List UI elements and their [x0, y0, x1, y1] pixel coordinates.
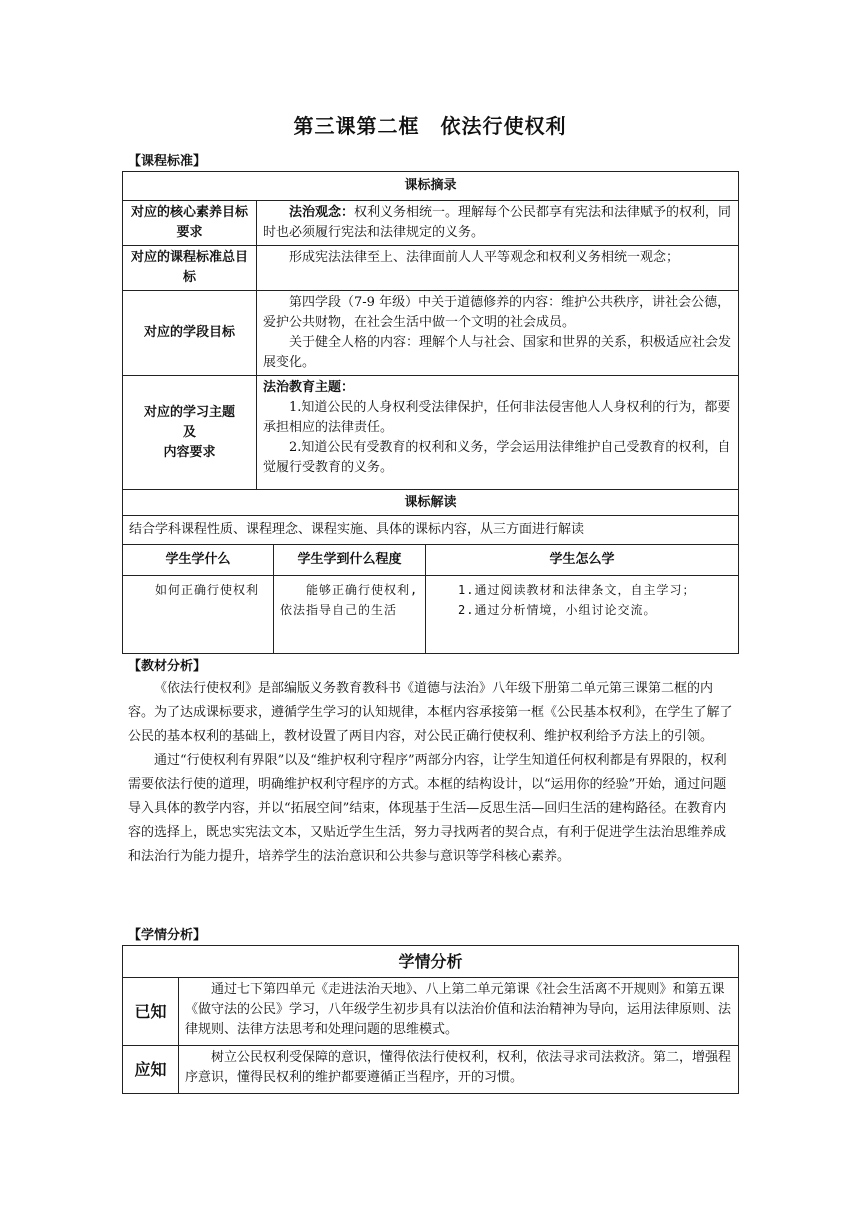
known-content — [179, 978, 739, 1046]
section-heading-curriculum: 【课程标准】 — [128, 154, 207, 169]
cell-how-p1: 1.通过阅读教材和法律条文，自主学习； — [458, 583, 696, 597]
cell-degree-text: 能够正确行使权利,依法指导自己的生活 — [280, 583, 419, 617]
should-know-label: 应知 — [123, 1046, 179, 1094]
stage-goal-p1: 第四学段（7-9 年级）中关于道德修养的内容：维护公共秩序，讲社会公德，爱护公共财物，在社会生活中做一个文明的社会成员。 — [263, 295, 731, 330]
learning-theme-p2: 2.知道公民有受教育的权利和义务，学会运用法律维护自己受教育的权利，自觉履行受教育的义务。 — [263, 440, 731, 475]
known-text: 通过七下第四单元《走进法治天地》、八上第二单元第课《社会生活离不开规则》和第五课《做守法的公民》学习，八年级学生初步具有以法治价值和法治精神为导向，运用法律原则、法律规则、法律方法思考和处理问题的思维模式。 — [185, 982, 732, 1037]
row-label-stage-goal: 对应的学段目标 — [123, 291, 257, 376]
learning-theme-label-3: 内容要求 — [163, 444, 216, 460]
learning-theme-p1: 1.知道公民的人身权利受法律保护，任何非法侵害他人人身权利的行为，都要承担相应的法律责任。 — [263, 400, 731, 435]
student-analysis-table — [122, 945, 739, 1094]
row-content-learning-theme — [257, 376, 739, 490]
section-heading-textbook: 【教材分析】 — [128, 659, 207, 674]
learning-theme-label-1: 对应的学习主题 — [143, 404, 235, 420]
row-content-stage-goal — [257, 291, 739, 376]
learning-theme-label-2: 及 — [182, 424, 196, 440]
core-literacy-text: 权利义务相统一。理解每个公民都享有宪法和法律赋予的权利，同时也必须履行宪法和法律规定的义务。 — [263, 205, 732, 240]
row-label-learning-theme — [123, 376, 257, 490]
reading-header: 课标解读 — [123, 490, 739, 516]
col-header-what: 学生学什么 — [123, 545, 274, 576]
textbook-analysis — [128, 677, 738, 869]
row-label-overall-goal: 对应的课程标准总目标 — [123, 246, 257, 291]
curriculum-standard-table — [122, 171, 739, 654]
lead-rule-of-law: 法治观念： — [289, 205, 355, 220]
section-heading-student: 【学情分析】 — [128, 928, 207, 943]
should-know-text: 树立公民权利受保障的意识，懂得依法行使权利，权利，依法寻求司法救济。第二，增强程序意识，懂得民权利的维护都要遵循正当程序，开的习惯。 — [185, 1050, 732, 1085]
page-title: 第三课第二框 依法行使权利 — [293, 114, 567, 138]
should-know-content — [179, 1046, 739, 1094]
row-content-core-literacy — [257, 201, 739, 246]
textbook-p1: 《依法行使权利》是部编版义务教育教科书《道德与法治》八年级下册第二单元第三课第二框的内容。为了达成课标要求，遵循学生学习的认知规律，本框内容承接第一框《公民基本权利》，在学生了解了公民的基本权利的基础上，教材设置了两目内容，对公民正确行使权利、维护权利给予方法上的引领。 — [128, 681, 733, 744]
excerpt-header: 课标摘录 — [123, 172, 739, 201]
col-header-degree: 学生学到什么程度 — [274, 545, 426, 576]
row-label-core-literacy: 对应的核心素养目标要求 — [123, 201, 257, 246]
known-label: 已知 — [123, 978, 179, 1046]
col-header-how: 学生怎么学 — [426, 545, 739, 576]
cell-what — [123, 576, 274, 654]
cell-how-p2: 2.通过分析情境，小组讨论交流。 — [458, 603, 657, 617]
stage-goal-p2: 关于健全人格的内容：理解个人与社会、国家和世界的关系，积极适应社会发展变化。 — [263, 335, 732, 370]
textbook-p2: 通过“行使权利有界限”以及“维护权利守程序”两部分内容，让学生知道任何权利都是有界限的，权利需要依法行使的道理，明确维护权利守程序的方式。本框的结构设计，以“运用你的经验”开始，通过问题导入具体的教学内容，并以“拓展空间”结束，体现基于生活—反思生活—回归生活的建构路径。在教育内容的选择上，既忠实宪法文本，又贴近学生生活，努力寻找两者的契合点，有利于促进学生法治思维养成和法治行为能力提升，培养学生的法治意识和公共参与意识等学科核心素养。 — [128, 753, 727, 864]
overall-goal-text: 形成宪法法律至上、法律面前人人平等观念和权利义务相统一观念； — [289, 250, 680, 265]
lead-law-education: 法治教育主题： — [263, 380, 355, 395]
cell-degree — [274, 576, 426, 654]
student-table-title: 学情分析 — [123, 946, 739, 978]
cell-how — [426, 576, 739, 654]
reading-text: 结合学科课程性质、课程理念、课程实施、具体的课标内容，从三方面进行解读 — [123, 516, 739, 545]
cell-what-text: 如何正确行使权利 — [155, 583, 260, 597]
row-content-overall-goal — [257, 246, 739, 291]
